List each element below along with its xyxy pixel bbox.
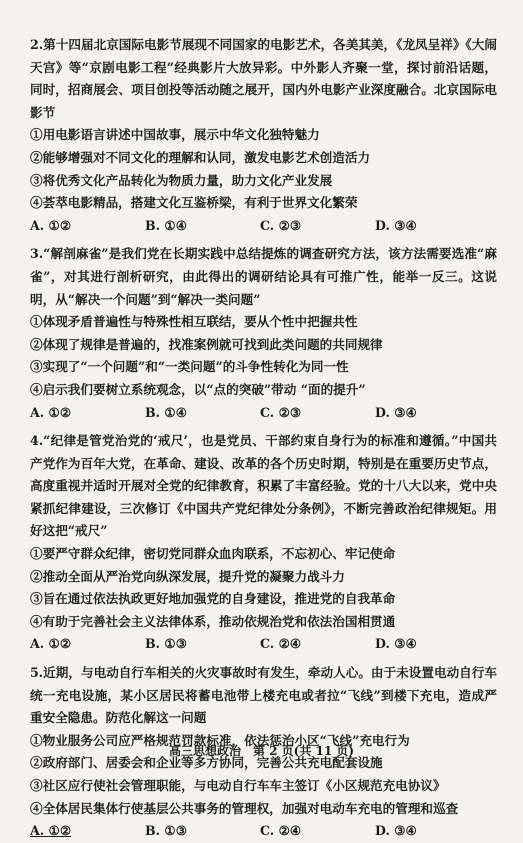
option-b: B. ①④: [145, 404, 187, 420]
statement-item: ③社区应行使社会管理职能，与电动自行车车主签订《小区规范充电协议》: [30, 778, 446, 793]
statement-item: ①物业服务公司应严格规范罚款标准，依法惩治小区“飞线”充电行为: [30, 732, 410, 748]
statement-item: ③旨在通过依法执政更好地加强党的自身建设，推进党的自我革命: [30, 591, 396, 607]
option-c: C. ②④: [260, 636, 302, 652]
answer-options: [30, 402, 497, 425]
option-c: C. ②④: [260, 823, 302, 839]
option-d: D. ③④: [375, 636, 417, 652]
statement-item: ④有助于完善社会主义法律体系，推动依规治党和依法治国相贯通: [30, 613, 396, 629]
option-a: A. ①②: [30, 636, 72, 652]
question-stem: 3.“解剖麻雀”是我们党在长期实践中总结提炼的调查研究方法，该方法需要选准“麻雀”，对其进行剖析研究，由此得出的调研结论具有可推广性，能举一反三。这说明，从“解决一个问题”到“解决一类问题”: [30, 246, 497, 307]
question-2: [30, 34, 497, 237]
option-c: C. ②③: [260, 404, 302, 420]
option-d: D. ③④: [375, 404, 417, 420]
question-3: [30, 243, 497, 424]
page-footer: 高三思想政治 第 2 页(共 11 页): [168, 744, 355, 758]
statement-item: ③实现了“一个问题”和“一类问题”的斗争性转化为同一性: [30, 359, 349, 375]
option-a: A. ①②: [30, 823, 72, 839]
statement-item: ④荟萃电影精品，搭建文化互鉴桥梁，有利于世界文化繁荣: [30, 195, 358, 211]
answer-options: [30, 215, 497, 238]
option-c: C. ②③: [260, 217, 302, 233]
option-b: B. ①③: [145, 823, 187, 839]
statement-item: ①用电影语言讲述中国故事，展示中华文化独特魅力: [30, 127, 320, 143]
answer-options: [30, 633, 497, 656]
statement-item: ②推动全面从严治党向纵深发展，提升党的凝聚力战斗力: [30, 568, 345, 584]
option-d: D. ③④: [375, 823, 417, 839]
option-a: A. ①②: [30, 404, 72, 420]
option-b: B. ①④: [145, 217, 187, 233]
statement-item: ④启示我们要树立系统观念，以“点的突破”带动 “面的提升”: [30, 381, 366, 397]
option-d: D. ③④: [375, 217, 417, 233]
option-a: A. ①②: [30, 217, 72, 233]
question-stem: 5.近期，与电动自行车相关的火灾事故时有发生，牵动人心。由于未设置电动自行车统一充电设施，某小区居民将蓄电池带上楼充电或者拉“飞线”到楼下充电，造成严重安全隐患。防范化解这一问题: [30, 665, 497, 726]
question-stem: 2.第十四届北京国际电影节展现不同国家的电影艺术，各美其美，《龙凤呈祥》《大闹天宫》等“京剧电影工程”经典影片大放异彩。中外影人齐聚一堂，探讨前沿话题，同时，招商展会、项目创投等活动随之展开，国内外电影产业深度融合。北京国际电影节: [30, 37, 497, 120]
question-stem: 4.“纪律是管党治党的‘戒尺’，也是党员、干部约束自身行为的标准和遵循。”中国共产党作为百年大党，在革命、建设、改革的各个历史时期，特别是在重要历史节点，高度重视并适时开展对全党的纪律教育，积累了丰富经验。党的十八大以来，党中央紧抓纪律建设，三次修订《中国共产党纪律处分条例》，不断完善政治纪律规矩。用好这把“戒尺”: [30, 433, 497, 539]
statement-item: ③将优秀文化产品转化为物质力量，助力文化产业发展: [30, 172, 333, 188]
statement-item: ①体现矛盾普遍性与特殊性相互联结，要从个性中把握共性: [30, 314, 358, 330]
answer-options: [30, 820, 497, 843]
statement-item: ④全体居民集体行使基层公共事务的管理权，加强对电动车充电的管理和巡查: [30, 800, 459, 816]
statement-item: ②政府部门、居委会和企业等多方协同，完善公共充电配套设施: [30, 755, 383, 771]
option-b: B. ①③: [145, 636, 187, 652]
question-4: [30, 430, 497, 656]
statement-item: ②体现了规律是普遍的，找准案例就可找到此类问题的共同规律: [30, 336, 383, 352]
statement-item: ②能够增强对不同文化的理解和认同，激发电影艺术创造活力: [30, 149, 371, 165]
statement-item: ①要严守群众纪律，密切党同群众血肉联系，不忘初心、牢记使命: [30, 546, 396, 562]
